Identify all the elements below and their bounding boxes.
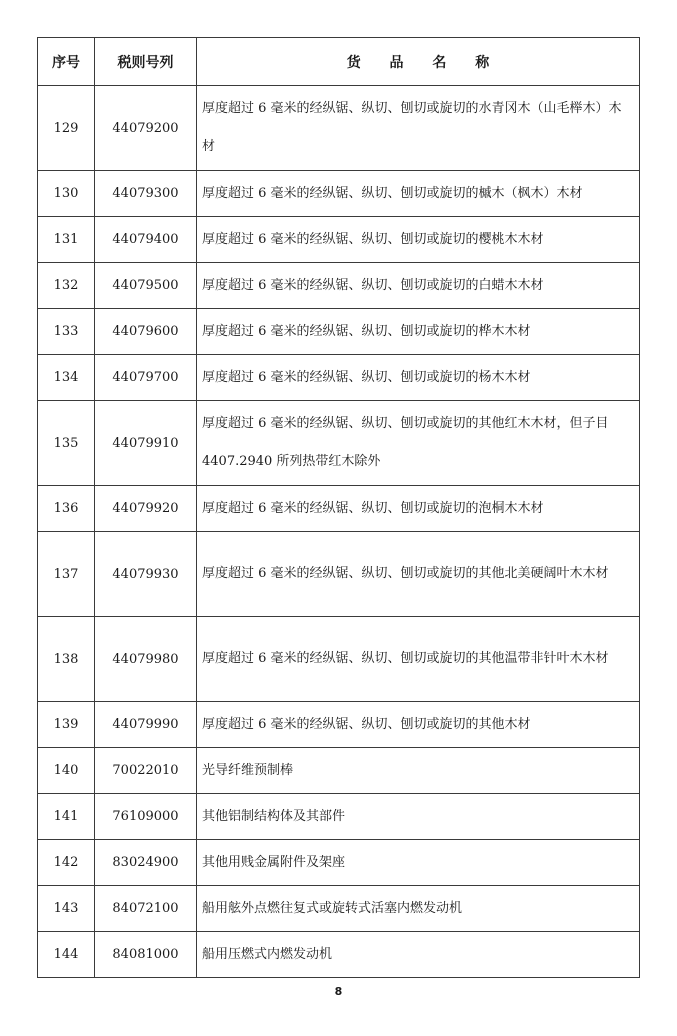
row-goods-name: 厚度超过 6 毫米的经纵锯、纵切、刨切或旋切的樱桃木木材 bbox=[197, 217, 640, 263]
row-goods-name: 其他用贱金属附件及架座 bbox=[197, 840, 640, 886]
row-serial-no: 140 bbox=[38, 748, 95, 794]
row-tariff-code: 84081000 bbox=[95, 932, 197, 978]
tariff-table bbox=[37, 37, 640, 978]
row-goods-name: 厚度超过 6 毫米的经纵锯、纵切、刨切或旋切的白蜡木木材 bbox=[197, 263, 640, 309]
table-row bbox=[38, 309, 640, 355]
row-serial-no: 132 bbox=[38, 263, 95, 309]
row-tariff-code: 44079980 bbox=[95, 617, 197, 702]
table-row bbox=[38, 932, 640, 978]
row-goods-name: 厚度超过 6 毫米的经纵锯、纵切、刨切或旋切的其他木材 bbox=[197, 702, 640, 748]
table-row bbox=[38, 886, 640, 932]
row-serial-no: 144 bbox=[38, 932, 95, 978]
row-tariff-code: 83024900 bbox=[95, 840, 197, 886]
row-goods-name: 厚度超过 6 毫米的经纵锯、纵切、刨切或旋切的杨木木材 bbox=[197, 355, 640, 401]
row-tariff-code: 44079990 bbox=[95, 702, 197, 748]
row-tariff-code: 44079200 bbox=[95, 86, 197, 171]
row-tariff-code: 44079700 bbox=[95, 355, 197, 401]
table-row bbox=[38, 263, 640, 309]
row-goods-name: 光导纤维预制棒 bbox=[197, 748, 640, 794]
row-tariff-code: 44079600 bbox=[95, 309, 197, 355]
row-goods-name: 厚度超过 6 毫米的经纵锯、纵切、刨切或旋切的槭木（枫木）木材 bbox=[197, 171, 640, 217]
row-serial-no: 130 bbox=[38, 171, 95, 217]
table-row bbox=[38, 401, 640, 486]
row-goods-name: 船用压燃式内燃发动机 bbox=[197, 932, 640, 978]
row-serial-no: 141 bbox=[38, 794, 95, 840]
row-serial-no: 136 bbox=[38, 486, 95, 532]
row-goods-name: 船用舷外点燃往复式或旋转式活塞内燃发动机 bbox=[197, 886, 640, 932]
table-row bbox=[38, 217, 640, 263]
header-serial-no: 序号 bbox=[38, 38, 95, 86]
row-serial-no: 139 bbox=[38, 702, 95, 748]
row-serial-no: 135 bbox=[38, 401, 95, 486]
table-row bbox=[38, 486, 640, 532]
row-tariff-code: 44079920 bbox=[95, 486, 197, 532]
row-tariff-code: 76109000 bbox=[95, 794, 197, 840]
row-serial-no: 138 bbox=[38, 617, 95, 702]
row-serial-no: 137 bbox=[38, 532, 95, 617]
row-serial-no: 143 bbox=[38, 886, 95, 932]
table-row bbox=[38, 532, 640, 617]
table-row bbox=[38, 617, 640, 702]
table-row bbox=[38, 86, 640, 171]
row-serial-no: 142 bbox=[38, 840, 95, 886]
row-goods-name: 厚度超过 6 毫米的经纵锯、纵切、刨切或旋切的其他北美硬阔叶木木材 bbox=[197, 532, 640, 617]
row-goods-name: 厚度超过 6 毫米的经纵锯、纵切、刨切或旋切的水青冈木（山毛榉木）木材 bbox=[197, 86, 640, 171]
table-row bbox=[38, 702, 640, 748]
row-tariff-code: 44079930 bbox=[95, 532, 197, 617]
table-row bbox=[38, 171, 640, 217]
row-tariff-code: 44079910 bbox=[95, 401, 197, 486]
row-goods-name: 厚度超过 6 毫米的经纵锯、纵切、刨切或旋切的其他温带非针叶木木材 bbox=[197, 617, 640, 702]
row-tariff-code: 84072100 bbox=[95, 886, 197, 932]
row-tariff-code: 44079300 bbox=[95, 171, 197, 217]
header-goods-name: 货 品 名 称 bbox=[197, 38, 640, 86]
row-goods-name: 厚度超过 6 毫米的经纵锯、纵切、刨切或旋切的桦木木材 bbox=[197, 309, 640, 355]
header-tariff-code: 税则号列 bbox=[95, 38, 197, 86]
page-number: 8 bbox=[334, 985, 343, 998]
row-serial-no: 131 bbox=[38, 217, 95, 263]
row-serial-no: 133 bbox=[38, 309, 95, 355]
table-row bbox=[38, 748, 640, 794]
table-row bbox=[38, 355, 640, 401]
row-tariff-code: 44079500 bbox=[95, 263, 197, 309]
row-serial-no: 129 bbox=[38, 86, 95, 171]
row-serial-no: 134 bbox=[38, 355, 95, 401]
table-header-row bbox=[38, 38, 640, 86]
row-goods-name: 其他铝制结构体及其部件 bbox=[197, 794, 640, 840]
row-goods-name: 厚度超过 6 毫米的经纵锯、纵切、刨切或旋切的泡桐木木材 bbox=[197, 486, 640, 532]
row-goods-name: 厚度超过 6 毫米的经纵锯、纵切、刨切或旋切的其他红木木材，但子目 4407.2940 所列热带红木除外 bbox=[197, 401, 640, 486]
table-row bbox=[38, 794, 640, 840]
row-tariff-code: 44079400 bbox=[95, 217, 197, 263]
table-row bbox=[38, 840, 640, 886]
row-tariff-code: 70022010 bbox=[95, 748, 197, 794]
